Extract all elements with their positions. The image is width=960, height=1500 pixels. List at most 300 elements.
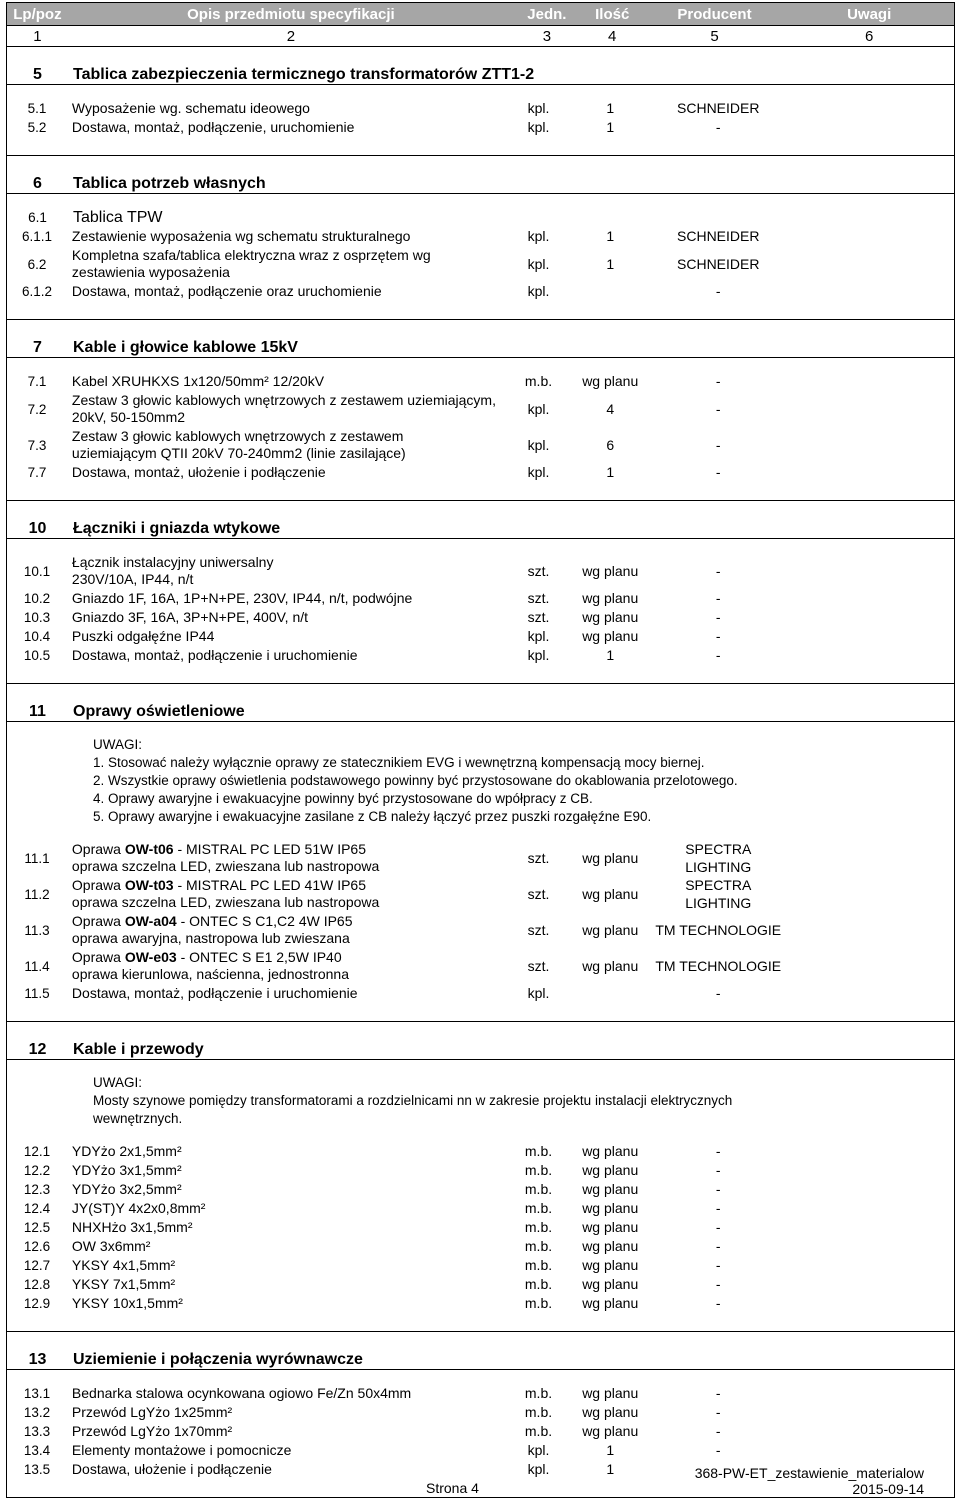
table-row	[7, 1275, 954, 1294]
row-quantity: wg planu	[582, 562, 639, 579]
row-description	[67, 647, 506, 664]
description-line: Bednarka stalowa ocynkowana ogiowo Fe/Zn 50x4mm	[71, 1385, 412, 1401]
table-row	[7, 948, 954, 984]
row-description	[67, 1238, 506, 1255]
row-producer: -	[715, 1238, 721, 1254]
row-unit: szt.	[527, 885, 550, 902]
row-description	[67, 628, 506, 645]
section-number: 12	[28, 1041, 47, 1058]
row-lp: 5.1	[27, 101, 47, 116]
row-description	[67, 1442, 506, 1459]
row-lp: 10.1	[23, 563, 51, 579]
row-quantity: wg planu	[582, 1404, 639, 1420]
section-divider	[7, 357, 954, 358]
row-lp: 10.4	[23, 629, 51, 644]
row-unit: m.b.	[524, 1423, 553, 1439]
description-line: Dostawa, montaż, ułożenie i podłączenie	[71, 464, 326, 480]
table-row	[7, 427, 954, 463]
row-lp: 13.3	[23, 1424, 51, 1439]
table-row	[7, 1294, 954, 1313]
row-producer: -	[715, 400, 721, 417]
row-description	[67, 1219, 506, 1236]
section-divider	[7, 193, 954, 194]
row-producer: -	[715, 283, 721, 299]
row-unit: m.b.	[524, 373, 553, 389]
row-unit: szt.	[527, 590, 550, 606]
table-row	[7, 984, 954, 1003]
row-lp: 12.4	[23, 1201, 51, 1216]
table-row	[7, 1142, 954, 1161]
description-line: Gniazdo 3F, 16A, 3P+N+PE, 400V, n/t	[71, 609, 309, 625]
description-line: Przewód LgYżo 1x70mm²	[71, 1423, 233, 1439]
row-producer: TM TECHNOLOGIE	[655, 921, 782, 938]
row-quantity: 6	[606, 436, 615, 453]
description-line: Gniazdo 1F, 16A, 1P+N+PE, 230V, IP44, n/t, podwójne	[71, 590, 413, 606]
row-quantity: wg planu	[582, 628, 639, 644]
row-description	[67, 913, 506, 947]
row-lp: 11.3	[24, 922, 50, 938]
section-title-row	[7, 338, 954, 357]
row-description	[67, 100, 506, 117]
row-description	[67, 1181, 506, 1198]
description-line: Zestawienie wyposażenia wg schematu strukturalnego	[71, 228, 411, 244]
row-description	[67, 1257, 506, 1274]
row-producer: SCHNEIDER	[677, 228, 760, 244]
row-description	[67, 428, 506, 462]
row-description	[67, 609, 506, 626]
row-quantity: 1	[606, 119, 615, 135]
row-quantity: 1	[606, 1461, 615, 1477]
row-lp: 6.1.1	[21, 229, 52, 244]
table-row	[7, 246, 954, 282]
header-description: Opis przedmiotu specyfikacji	[187, 5, 395, 23]
row-quantity: wg planu	[582, 1276, 639, 1292]
row-producer: -	[715, 1276, 721, 1292]
column-number: 5	[710, 27, 719, 45]
row-unit: m.b.	[524, 1257, 553, 1273]
section-divider	[7, 721, 954, 722]
row-lp: 12.1	[23, 1144, 51, 1159]
row-producer: -	[715, 1295, 721, 1311]
description-line: NHXHżo 3x1,5mm²	[71, 1219, 193, 1235]
row-quantity: 1	[606, 255, 615, 272]
section-5	[6, 47, 955, 156]
description-line: Dostawa, montaż, podłączenie, uruchomienie	[71, 119, 355, 135]
row-lp: 7.7	[27, 465, 47, 480]
subsection-number: 6.1	[28, 210, 47, 225]
description-line: Oprawa OW-a04 - ONTEC S C1,C2 4W IP65	[71, 913, 353, 929]
row-unit: m.b.	[524, 1143, 553, 1159]
note-line: 2. Wszystkie oprawy oświetlenia podstawowego powinny być przystosowane do okablowania przelotowego.	[93, 773, 738, 788]
row-unit: kpl.	[527, 436, 550, 453]
table-row	[7, 463, 954, 482]
description-line: uziemiającym QTII 20kV 70-240mm2 (linie zasilające)	[71, 445, 406, 461]
section-title-row	[7, 702, 954, 721]
row-description	[67, 228, 506, 245]
row-quantity: wg planu	[582, 609, 639, 625]
description-line: 230V/10A, IP44, n/t	[71, 571, 194, 587]
spacer	[7, 301, 954, 319]
row-lp: 7.3	[27, 437, 47, 453]
row-producer: SCHNEIDER	[677, 100, 760, 116]
row-quantity: 1	[606, 1442, 615, 1458]
spacer	[7, 665, 954, 683]
row-lp: 12.6	[23, 1239, 51, 1254]
table-row	[7, 840, 954, 876]
table-header	[6, 2, 955, 25]
section-divider	[7, 538, 954, 539]
section-title-row	[7, 65, 954, 84]
row-quantity: wg planu	[582, 1423, 639, 1439]
section-10	[6, 501, 955, 684]
row-description	[67, 1143, 506, 1160]
row-description	[67, 949, 506, 983]
row-unit: m.b.	[524, 1238, 553, 1254]
row-producer: -	[715, 464, 721, 480]
spacer	[7, 47, 954, 65]
row-producer: -	[715, 1200, 721, 1216]
description-line: oprawa szczelna LED, zwieszana lub nastropowa	[71, 894, 380, 910]
row-lp: 12.8	[23, 1277, 51, 1292]
spacer	[7, 320, 954, 338]
section-title: Oprawy oświetleniowe	[73, 703, 245, 720]
table-row	[7, 553, 954, 589]
row-lp: 13.1	[23, 1386, 51, 1401]
row-producer: -	[715, 647, 721, 663]
row-lp: 6.2	[27, 256, 47, 272]
row-description	[67, 985, 506, 1002]
row-quantity: wg planu	[582, 921, 639, 938]
row-producer: -	[715, 373, 721, 389]
document-id	[688, 1465, 924, 1497]
row-lp: 11.2	[24, 886, 50, 902]
row-description	[67, 119, 506, 136]
section-title: Tablica zabezpieczenia termicznego transformatorów ZTT1-2	[73, 66, 535, 83]
row-description	[67, 1276, 506, 1293]
description-line: Dostawa, montaż, podłączenie i uruchomienie	[71, 647, 358, 663]
section-11	[6, 684, 955, 1022]
section-number: 6	[33, 175, 42, 192]
table-row	[7, 1218, 954, 1237]
section-number: 13	[28, 1351, 47, 1368]
header-quantity: Ilość	[595, 5, 630, 23]
row-unit: szt.	[527, 957, 550, 974]
fixture-code: OW-t06	[124, 841, 174, 857]
description-line: OW 3x6mm²	[71, 1238, 151, 1254]
section-divider	[7, 1369, 954, 1370]
description-line: JY(ST)Y 4x2x0,8mm²	[71, 1200, 206, 1216]
row-quantity: wg planu	[582, 885, 639, 902]
row-producer: -	[715, 436, 721, 453]
row-description	[67, 283, 506, 300]
row-unit: m.b.	[524, 1200, 553, 1216]
row-lp: 13.2	[23, 1405, 51, 1420]
table-row	[7, 391, 954, 427]
column-number: 2	[286, 27, 296, 45]
row-unit: m.b.	[524, 1404, 553, 1420]
row-unit: kpl.	[527, 228, 550, 244]
document-date: 2015-09-14	[852, 1481, 924, 1497]
row-quantity: wg planu	[582, 1385, 639, 1401]
row-lp: 5.2	[27, 120, 47, 135]
row-description	[67, 1295, 506, 1312]
row-description	[67, 373, 506, 390]
description-line: Kabel XRUHKXS 1x120/50mm² 12/20kV	[71, 373, 325, 389]
note-line: wewnętrznych.	[93, 1111, 183, 1126]
row-unit: kpl.	[527, 985, 550, 1001]
description-line: Zestaw 3 głowic kablowych wnętrzowych z zestawem uziemiającym,	[71, 392, 496, 408]
row-quantity: wg planu	[582, 1238, 639, 1254]
row-unit: m.b.	[524, 1219, 553, 1235]
description-line: YKSY 4x1,5mm²	[71, 1257, 176, 1273]
header-lp: Lp/poz	[13, 5, 62, 23]
description-line: Dostawa, ułożenie i podłączenie	[71, 1461, 272, 1477]
section-title-row	[7, 174, 954, 193]
description-line: Elementy montażowe i pomocnicze	[71, 1442, 292, 1458]
row-description	[67, 1461, 506, 1478]
row-description	[67, 1200, 506, 1217]
table-row	[7, 1403, 954, 1422]
section-12	[6, 1022, 955, 1332]
row-unit: szt.	[527, 562, 550, 579]
row-lp: 11.1	[24, 850, 50, 866]
row-lp: 12.7	[23, 1258, 51, 1273]
row-producer: -	[715, 1442, 721, 1458]
row-unit: szt.	[527, 609, 550, 625]
column-number: 1	[33, 27, 42, 45]
description-line: YKSY 10x1,5mm²	[71, 1295, 183, 1311]
row-unit: kpl.	[527, 647, 550, 663]
row-producer: -	[715, 1219, 721, 1235]
table-row	[7, 99, 954, 118]
table-row	[7, 1180, 954, 1199]
sections-container	[6, 47, 955, 1498]
section-title: Uziemienie i połączenia wyrównawcze	[73, 1351, 363, 1368]
row-description	[67, 1162, 506, 1179]
row-lp: 7.2	[27, 401, 47, 417]
header-notes: Uwagi	[847, 5, 892, 23]
row-quantity: wg planu	[582, 957, 639, 974]
row-producer: SPECTRA LIGHTING	[685, 841, 752, 875]
row-lp: 11.4	[24, 958, 50, 974]
specification-table	[6, 2, 955, 1498]
spacer	[7, 684, 954, 702]
subsection-title: Tablica TPW	[73, 209, 163, 226]
row-producer: -	[715, 1257, 721, 1273]
row-quantity: 1	[606, 228, 615, 244]
row-unit: kpl.	[527, 400, 550, 417]
description-line: Dostawa, montaż, podłączenie i uruchomienie	[71, 985, 358, 1001]
section-notes	[7, 1074, 954, 1128]
description-line: Łącznik instalacyjny uniwersalny	[71, 554, 274, 570]
table-row	[7, 608, 954, 627]
row-quantity: wg planu	[582, 1200, 639, 1216]
row-lp: 12.9	[23, 1296, 51, 1311]
row-description	[67, 1423, 506, 1440]
row-producer: -	[715, 1181, 721, 1197]
subsection-title-row	[7, 208, 954, 227]
table-row	[7, 627, 954, 646]
row-unit: m.b.	[524, 1295, 553, 1311]
row-quantity: wg planu	[582, 590, 639, 606]
row-quantity: wg planu	[582, 1219, 639, 1235]
column-number: 6	[865, 27, 874, 45]
description-line: Oprawa OW-t03 - MISTRAL PC LED 41W IP65	[71, 877, 367, 893]
row-quantity: wg planu	[582, 1181, 639, 1197]
table-row	[7, 227, 954, 246]
table-row	[7, 589, 954, 608]
table-row	[7, 912, 954, 948]
section-title: Tablica potrzeb własnych	[73, 175, 266, 192]
section-number: 7	[33, 339, 42, 356]
row-quantity: wg planu	[582, 373, 639, 389]
row-unit: m.b.	[524, 1181, 553, 1197]
section-number: 11	[29, 703, 46, 720]
table-row	[7, 282, 954, 301]
table-row	[7, 1237, 954, 1256]
note-line: UWAGI:	[93, 1075, 142, 1090]
row-producer: -	[715, 1143, 721, 1159]
page-number: Strona 4	[426, 1480, 479, 1496]
row-lp: 10.2	[23, 591, 51, 606]
table-row	[7, 646, 954, 665]
row-description	[67, 1385, 506, 1402]
spacer	[7, 137, 954, 155]
description-line: YDYżo 2x1,5mm²	[71, 1143, 182, 1159]
row-lp: 12.3	[23, 1182, 51, 1197]
table-row	[7, 1199, 954, 1218]
section-6	[6, 156, 955, 320]
fixture-code: OW-e03	[124, 949, 177, 965]
row-producer: -	[715, 119, 721, 135]
row-quantity: wg planu	[582, 1257, 639, 1273]
description-line: YDYżo 3x2,5mm²	[71, 1181, 182, 1197]
section-number: 5	[33, 66, 42, 83]
spacer	[7, 501, 954, 519]
row-producer: -	[715, 562, 721, 579]
row-lp: 6.1.2	[21, 284, 52, 299]
row-quantity: 4	[606, 400, 615, 417]
description-line: Oprawa OW-t06 - MISTRAL PC LED 51W IP65	[71, 841, 367, 857]
section-notes	[7, 736, 954, 826]
row-unit: kpl.	[527, 283, 550, 299]
description-line: Dostawa, montaż, podłączenie oraz uruchomienie	[71, 283, 382, 299]
row-description	[67, 392, 506, 426]
header-unit: Jedn.	[527, 5, 567, 23]
row-description	[67, 554, 506, 588]
row-unit: kpl.	[527, 464, 550, 480]
table-row	[7, 876, 954, 912]
row-unit: szt.	[527, 849, 550, 866]
row-lp: 12.2	[23, 1163, 51, 1178]
row-lp: 10.3	[23, 610, 51, 625]
section-divider	[7, 84, 954, 85]
row-unit: kpl.	[527, 119, 550, 135]
section-number: 10	[28, 520, 47, 537]
description-line: 20kV, 50-150mm2	[71, 409, 186, 425]
row-quantity: 1	[606, 100, 615, 116]
row-producer: -	[715, 628, 721, 644]
description-line: Oprawa OW-e03 - ONTEC S E1 2,5W IP40	[71, 949, 342, 965]
note-line: UWAGI:	[93, 737, 142, 752]
section-title: Kable i przewody	[73, 1041, 204, 1058]
row-producer: -	[715, 590, 721, 606]
table-row	[7, 1384, 954, 1403]
row-unit: szt.	[527, 921, 550, 938]
row-unit: kpl.	[527, 628, 550, 644]
row-lp: 13.4	[23, 1443, 51, 1458]
row-lp: 11.5	[24, 986, 50, 1001]
section-title: Kable i głowice kablowe 15kV	[73, 339, 298, 356]
spacer	[7, 1313, 954, 1331]
row-description	[67, 877, 506, 911]
description-line: oprawa kierunlowa, naścienna, jednostronna	[71, 966, 349, 982]
table-row	[7, 118, 954, 137]
row-unit: m.b.	[524, 1276, 553, 1292]
row-quantity: wg planu	[582, 1143, 639, 1159]
section-7	[6, 320, 955, 501]
section-title: Łączniki i gniazda wtykowe	[73, 520, 281, 537]
row-lp: 7.1	[27, 374, 47, 389]
note-line: 4. Oprawy awaryjne i ewakuacyjne powinny być przystosowane do wpółpracy z CB.	[93, 791, 593, 806]
column-number: 3	[542, 27, 552, 45]
spacer	[7, 1003, 954, 1021]
note-line: 5. Oprawy awaryjne i ewakuacyjne zasilane z CB należy łączyć przez puszki rozgałęźne E90.	[93, 809, 652, 824]
row-lp: 13.5	[23, 1462, 51, 1477]
row-producer: -	[715, 1423, 721, 1439]
row-producer: -	[715, 609, 721, 625]
column-number: 4	[608, 27, 617, 45]
fixture-code: OW-t03	[124, 877, 174, 893]
row-unit: m.b.	[524, 1385, 553, 1401]
row-unit: kpl.	[527, 1461, 550, 1477]
description-line: Puszki odgałęźne IP44	[71, 628, 215, 644]
description-line: YKSY 7x1,5mm²	[71, 1276, 176, 1292]
section-title-row	[7, 1350, 954, 1369]
note-line: 1. Stosować należy wyłącznie oprawy ze statecznikiem EVG i wewnętrzną kompensacją mocy biernej.	[93, 755, 705, 770]
row-unit: kpl.	[527, 100, 550, 116]
description-line: Przewód LgYżo 1x25mm²	[71, 1404, 233, 1420]
section-divider	[7, 1059, 954, 1060]
row-unit: m.b.	[524, 1162, 553, 1178]
row-unit: kpl.	[527, 255, 550, 272]
row-quantity: 1	[606, 647, 615, 663]
row-producer: -	[715, 985, 721, 1001]
row-producer: TM TECHNOLOGIE	[655, 957, 782, 974]
row-producer: -	[715, 1385, 721, 1401]
description-line: Zestaw 3 głowic kablowych wnętrzowych z zestawem	[71, 428, 404, 444]
row-quantity: 1	[606, 464, 615, 480]
fixture-code: OW-a04	[124, 913, 177, 929]
description-line: oprawa szczelna LED, zwieszana lub nastropowa	[71, 858, 380, 874]
row-lp: 10.5	[23, 648, 51, 663]
header-producer: Producent	[677, 5, 752, 23]
table-row	[7, 1422, 954, 1441]
table-row	[7, 1161, 954, 1180]
row-unit: kpl.	[527, 1442, 550, 1458]
section-title-row	[7, 519, 954, 538]
description-line: Wyposażenie wg. schematu ideowego	[71, 100, 310, 116]
description-line: oprawa awaryjna, nastropowa lub zwieszana	[71, 930, 350, 946]
description-line: zestawienia wyposażenia	[71, 264, 230, 280]
row-lp: 12.5	[23, 1220, 51, 1235]
table-row	[7, 1441, 954, 1460]
note-line: Mosty szynowe pomiędzy transformatorami a rozdzielnicami nn w zakresie projektu instalacji elektrycznych	[93, 1093, 733, 1108]
row-description	[67, 590, 506, 607]
spacer	[7, 1022, 954, 1040]
spacer	[7, 156, 954, 174]
spacer	[7, 1332, 954, 1350]
